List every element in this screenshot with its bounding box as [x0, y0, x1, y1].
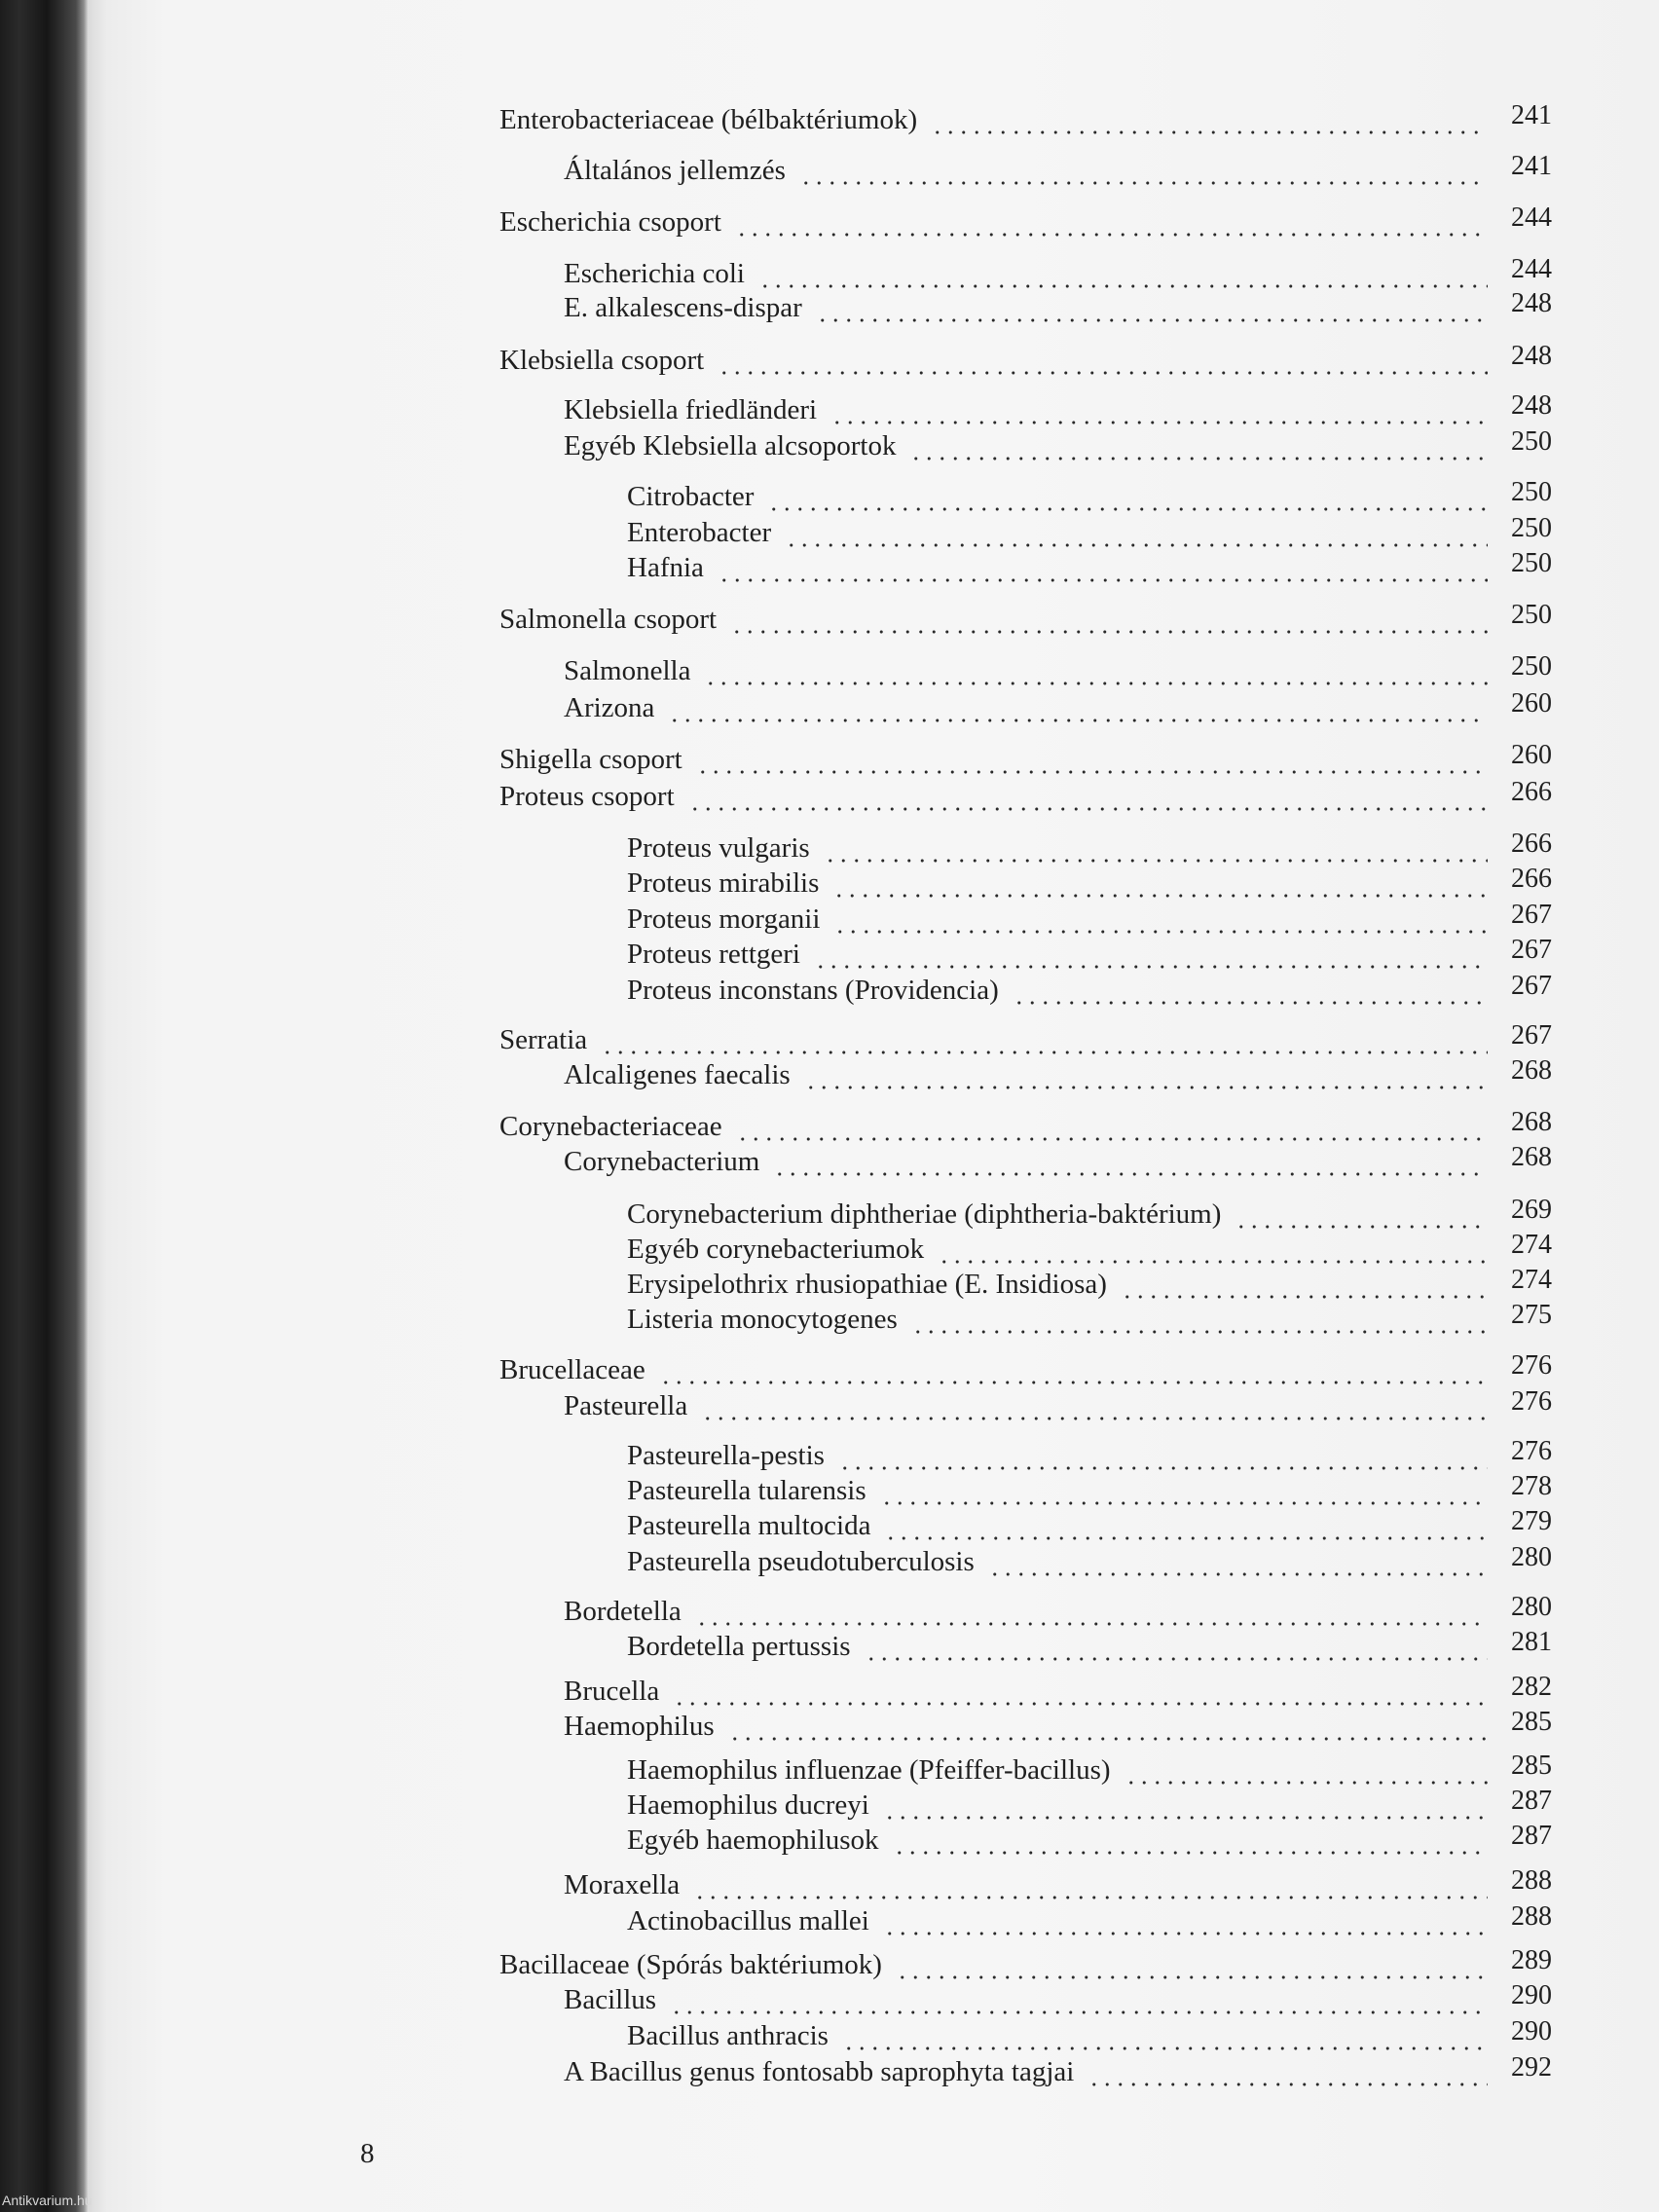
toc-entry	[0, 100, 1659, 142]
dot-leader	[799, 181, 1488, 185]
toc-entry-label: Shigella csoport	[499, 744, 682, 775]
toc-entry-label: Actinobacillus mallei	[627, 1905, 869, 1936]
dot-leader	[704, 682, 1488, 685]
toc-entry-label: Escherichia coli	[564, 258, 745, 289]
toc-entry-label: Alcaligenes faecalis	[564, 1059, 791, 1090]
toc-entry-label: Általános jellemzés	[564, 155, 786, 186]
toc-entry-page: 266	[1511, 829, 1552, 859]
dot-leader	[833, 930, 1488, 934]
toc-entry	[0, 1821, 1659, 1862]
toc-entry	[0, 1980, 1659, 2022]
watermark-text: Antikvarium.hu	[2, 2193, 92, 2208]
dot-leader	[883, 1816, 1488, 1820]
toc-entry	[0, 1592, 1659, 1634]
dot-leader	[735, 233, 1488, 237]
toc-entry	[0, 390, 1659, 432]
dot-leader	[883, 1932, 1488, 1936]
dot-leader	[893, 1851, 1488, 1855]
dot-leader	[842, 2046, 1488, 2050]
toc-entry-page: 250	[1511, 548, 1552, 578]
toc-entry-label: Proteus morganii	[627, 903, 821, 935]
toc-entry-page: 266	[1511, 864, 1552, 894]
toc-entry-page: 267	[1511, 935, 1552, 965]
toc-entry	[0, 1195, 1659, 1236]
toc-entry-label: Bordetella pertussis	[627, 1631, 851, 1662]
toc-entry	[0, 831, 1659, 870]
dot-leader	[688, 807, 1488, 811]
toc-entry-page: 287	[1511, 1786, 1552, 1816]
toc-entry-label: Egyéb Klebsiella alcsoportok	[564, 430, 897, 461]
dot-leader	[695, 1622, 1488, 1626]
toc-entry-page: 278	[1511, 1471, 1552, 1501]
dot-leader	[1124, 1781, 1488, 1785]
toc-entry-label: Pasteurella	[564, 1390, 688, 1421]
toc-entry	[0, 900, 1659, 941]
dot-leader	[938, 1260, 1488, 1264]
toc-entry-label: Klebsiella csoport	[499, 345, 705, 376]
dot-leader	[896, 1975, 1488, 1979]
dot-leader	[804, 1086, 1488, 1089]
toc-entry	[0, 1672, 1659, 1714]
toc-entry-page: 267	[1511, 1020, 1552, 1051]
toc-entry-label: Pasteurella multocida	[627, 1510, 871, 1541]
toc-entry	[0, 688, 1659, 730]
dot-leader	[767, 507, 1488, 511]
dot-leader	[832, 894, 1488, 898]
toc-entry-label: Haemophilus influenzae (Pfeiffer-bacillus)	[627, 1754, 1111, 1786]
toc-entry	[0, 2016, 1659, 2058]
toc-entry-label: Bacillus	[564, 1984, 657, 2015]
toc-entry-page: 250	[1511, 426, 1552, 457]
toc-entry-page: 290	[1511, 2016, 1552, 2046]
dot-leader	[659, 1381, 1488, 1384]
toc-entry	[0, 548, 1659, 590]
toc-entry-page: 268	[1511, 1107, 1552, 1137]
toc-entry-page: 285	[1511, 1707, 1552, 1737]
toc-entry	[0, 1865, 1659, 1907]
dot-leader	[830, 421, 1488, 424]
toc-entry-label: Bordetella	[564, 1596, 682, 1627]
toc-entry	[0, 600, 1659, 642]
toc-entry-label: Salmonella	[564, 655, 691, 686]
toc-entry	[0, 1107, 1659, 1149]
toc-entry-page: 276	[1511, 1436, 1552, 1466]
toc-entry	[0, 2052, 1659, 2094]
dot-leader	[668, 719, 1488, 722]
toc-entry-label: Pasteurella-pestis	[627, 1440, 825, 1471]
toc-entry-label: Serratia	[499, 1024, 588, 1055]
toc-entry	[0, 341, 1659, 383]
dot-leader	[909, 457, 1488, 461]
toc-entry	[0, 1506, 1659, 1548]
toc-entry	[0, 1265, 1659, 1307]
dot-leader	[816, 318, 1488, 322]
toc-entry	[0, 1350, 1659, 1392]
toc-entry-page: 276	[1511, 1386, 1552, 1417]
toc-entry-page: 267	[1511, 900, 1552, 930]
page-number: 8	[360, 2138, 375, 2169]
toc-entry-label: Arizona	[564, 692, 655, 723]
toc-entry-page: 281	[1511, 1627, 1552, 1657]
toc-entry	[0, 254, 1659, 296]
toc-entry-page: 275	[1511, 1300, 1552, 1330]
dot-leader	[911, 1330, 1488, 1334]
toc-entry-label: Proteus mirabilis	[627, 867, 820, 899]
toc-entry-label: Erysipelothrix rhusiopathiae (E. Insidiosa)	[627, 1269, 1107, 1300]
toc-entry	[0, 288, 1659, 330]
toc-entry-page: 276	[1511, 1350, 1552, 1381]
toc-entry-page: 266	[1511, 777, 1552, 807]
toc-entry-page: 260	[1511, 740, 1552, 770]
dot-leader	[736, 1137, 1488, 1141]
toc-entry-label: Salmonella csoport	[499, 604, 718, 635]
toc-entry-label: Moraxella	[564, 1869, 681, 1900]
dot-leader	[824, 859, 1488, 863]
toc-entry-label: Brucella	[564, 1676, 660, 1707]
toc-entry	[0, 426, 1659, 468]
toc-entry	[0, 1230, 1659, 1272]
toc-entry-label: Corynebacteriaceae	[499, 1111, 722, 1142]
toc-entry-label: Pasteurella tularensis	[627, 1475, 866, 1506]
toc-entry	[0, 935, 1659, 977]
toc-entry-page: 288	[1511, 1865, 1552, 1896]
toc-entry	[0, 1471, 1659, 1513]
toc-entry-page: 285	[1511, 1751, 1552, 1781]
toc-entry-label: A Bacillus genus fontosabb saprophyta tagjai	[564, 2056, 1075, 2087]
dot-leader	[718, 578, 1488, 582]
toc-entry-page: 241	[1511, 100, 1552, 130]
toc-entry-page: 244	[1511, 203, 1552, 233]
dot-leader	[884, 1536, 1488, 1540]
toc-entry-page: 250	[1511, 477, 1552, 507]
toc-entry-label: Enterobacteriaceae (bélbaktériumok)	[499, 104, 918, 135]
toc-entry	[0, 866, 1659, 905]
toc-entry-label: Enterobacter	[627, 517, 772, 548]
toc-entry-label: E. alkalescens-dispar	[564, 292, 802, 323]
toc-entry-page: 267	[1511, 971, 1552, 1001]
toc-entry-page: 248	[1511, 390, 1552, 421]
dot-leader	[865, 1657, 1488, 1661]
dot-leader	[601, 1051, 1488, 1054]
dot-leader	[693, 1896, 1488, 1899]
toc-entry-label: Klebsiella friedländeri	[564, 394, 818, 425]
toc-entry	[0, 971, 1659, 1013]
dot-leader	[838, 1466, 1488, 1470]
toc-entry-page: 244	[1511, 254, 1552, 284]
toc-entry	[0, 1901, 1659, 1943]
dot-leader	[696, 770, 1488, 774]
toc-entry-page: 268	[1511, 1142, 1552, 1172]
toc-entry-page: 288	[1511, 1901, 1552, 1932]
toc-entry-label: Escherichia csoport	[499, 206, 721, 238]
toc-entry-label: Corynebacterium	[564, 1146, 760, 1177]
toc-entry-label: Egyéb haemophilusok	[627, 1825, 879, 1856]
toc-entry-label: Egyéb corynebacteriumok	[627, 1234, 925, 1265]
dot-leader	[814, 965, 1488, 969]
toc-entry-page: 250	[1511, 600, 1552, 630]
toc-entry-page: 260	[1511, 688, 1552, 719]
toc-entry	[0, 651, 1659, 693]
toc-entry-page: 268	[1511, 1055, 1552, 1086]
toc-entry	[0, 1788, 1659, 1827]
dot-leader	[773, 1172, 1488, 1176]
toc-entry-label: Hafnia	[627, 552, 704, 583]
toc-entry-page: 250	[1511, 513, 1552, 543]
toc-entry-label: Corynebacterium diphtheriae (diphtheria-baktérium)	[627, 1198, 1222, 1230]
toc-entry-page: 282	[1511, 1672, 1552, 1702]
toc-entry	[0, 513, 1659, 555]
toc-entry-page: 287	[1511, 1821, 1552, 1851]
dot-leader	[730, 630, 1488, 634]
toc-entry-label: Bacillaceae (Spórás baktériumok)	[499, 1949, 882, 1980]
toc-entry	[0, 1627, 1659, 1669]
dot-leader	[785, 543, 1488, 547]
toc-entry-label: Haemophilus	[564, 1711, 715, 1742]
dot-leader	[880, 1501, 1488, 1505]
toc-entry-label: Bacillus anthracis	[627, 2020, 829, 2051]
dot-leader	[931, 130, 1488, 134]
dot-leader	[1121, 1295, 1488, 1299]
toc-entry-label: Citrobacter	[627, 481, 755, 512]
dot-leader	[718, 371, 1488, 375]
dot-leader	[670, 2010, 1488, 2014]
dot-leader	[728, 1737, 1488, 1741]
dot-leader	[988, 1572, 1488, 1576]
dot-leader	[1013, 1001, 1488, 1005]
toc-entry-label: Proteus inconstans (Providencia)	[627, 975, 999, 1006]
toc-entry-label: Proteus vulgaris	[627, 832, 810, 864]
toc-entry-page: 280	[1511, 1542, 1552, 1572]
toc-entry	[0, 740, 1659, 782]
toc-entry	[0, 1542, 1659, 1584]
toc-entry	[0, 1055, 1659, 1097]
toc-entry-page: 292	[1511, 2052, 1552, 2083]
toc-entry-page: 248	[1511, 341, 1552, 371]
toc-entry	[0, 1142, 1659, 1184]
toc-entry	[0, 1945, 1659, 1987]
toc-entry-label: Brucellaceae	[499, 1354, 645, 1385]
dot-leader	[673, 1702, 1488, 1706]
toc-entry	[0, 477, 1659, 519]
toc-entry	[0, 777, 1659, 819]
toc-entry-label: Haemophilus ducreyi	[627, 1789, 869, 1821]
dot-leader	[758, 284, 1488, 288]
toc-entry	[0, 1436, 1659, 1478]
dot-leader	[1235, 1225, 1488, 1229]
toc-entry-page: 274	[1511, 1230, 1552, 1260]
toc-entry	[0, 1300, 1659, 1342]
toc-entry-page: 250	[1511, 651, 1552, 682]
toc-entry-label: Listeria monocytogenes	[627, 1304, 898, 1335]
toc-entry-page: 279	[1511, 1506, 1552, 1536]
toc-entry-page: 290	[1511, 1980, 1552, 2010]
toc-entry-page: 274	[1511, 1265, 1552, 1295]
dot-leader	[1088, 2083, 1488, 2086]
toc-entry-label: Proteus rettgeri	[627, 939, 800, 970]
toc-entry	[0, 151, 1659, 193]
toc-entry-label: Proteus csoport	[499, 781, 675, 812]
toc-entry	[0, 205, 1659, 244]
toc-entry-page: 289	[1511, 1945, 1552, 1975]
dot-leader	[701, 1417, 1488, 1420]
toc-entry	[0, 1386, 1659, 1428]
toc-entry	[0, 1707, 1659, 1749]
toc-entry-page: 241	[1511, 151, 1552, 181]
toc-entry-page: 269	[1511, 1195, 1552, 1225]
toc-entry-label: Pasteurella pseudotuberculosis	[627, 1546, 975, 1577]
toc-entry	[0, 1753, 1659, 1792]
toc-entry-page: 248	[1511, 288, 1552, 318]
toc-entry	[0, 1020, 1659, 1062]
toc-entry-page: 280	[1511, 1592, 1552, 1622]
